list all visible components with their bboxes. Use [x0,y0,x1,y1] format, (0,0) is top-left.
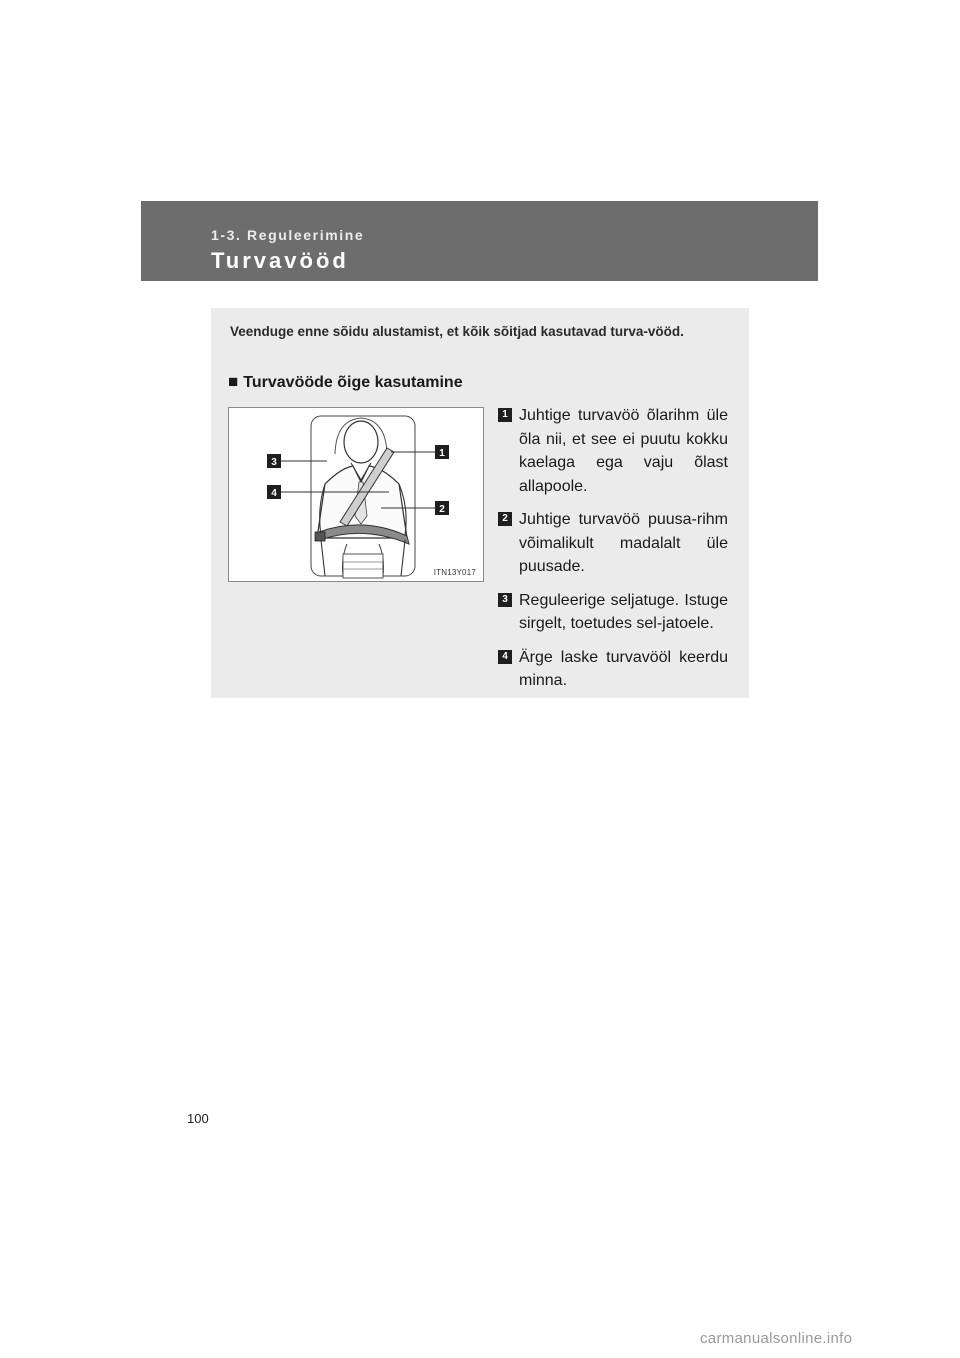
square-bullet-icon: ■ [228,372,239,391]
page-number: 100 [187,1111,209,1126]
page-title: Turvavööd [211,248,349,273]
section-label: 1-3. Reguleerimine [211,227,365,243]
step-text-2: Juhtige turvavöö puusa-rihm võimalikult madalalt üle puusade. [519,511,728,575]
step-number-2: 2 [498,512,512,526]
seatbelt-illustration [228,407,484,582]
callout-label-2: 2 [439,504,445,515]
seated-person-illustration [229,408,483,581]
step-number-1: 1 [498,408,512,422]
step-number-3: 3 [498,593,512,607]
step-text-1: Juhtige turvavöö õlarihm üle õla nii, et see ei puutu kokku kaelaga ega vaju õlast allapoole. [519,407,728,495]
section-header [141,201,818,281]
list-item [498,508,728,579]
list-item [498,404,728,498]
step-number-4: 4 [498,650,512,664]
callout-label-4: 4 [271,488,277,499]
subheading-text: Turvavööde õige kasutamine [243,374,463,391]
figure-code: ITN13Y017 [433,568,476,577]
subheading [228,372,463,392]
step-text-3: Reguleerige seljatuge. Istuge sirgelt, toetudes sel-jatoele. [519,591,728,632]
callout-label-3: 3 [271,457,277,468]
list-item [498,646,728,693]
step-list [498,404,728,703]
list-item [498,589,728,636]
info-panel [211,308,749,698]
watermark: carmanualsonline.info [700,1330,853,1347]
callout-label-1: 1 [439,448,445,459]
step-text-4: Ärge laske turvavööl keerdu minna. [519,648,728,689]
intro-text: Veenduge enne sõidu alustamist, et kõik sõitjad kasutavad turva-vööd. [230,324,684,339]
